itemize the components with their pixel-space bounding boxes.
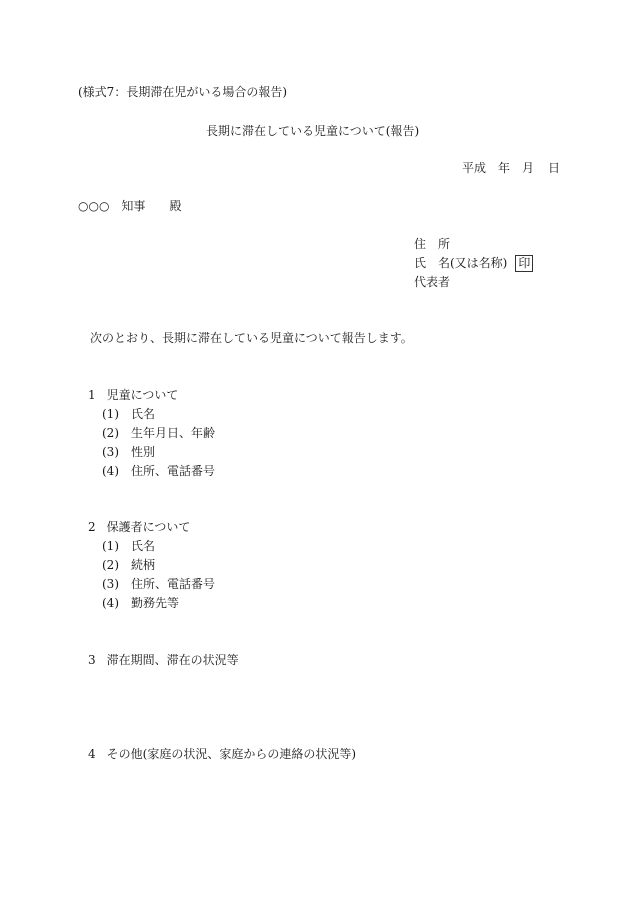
- list-item: [102, 595, 179, 611]
- list-item: [102, 406, 155, 422]
- date-day: 日: [548, 161, 561, 175]
- item-text: 続柄: [131, 558, 156, 572]
- item-text: 勤務先等: [131, 596, 180, 610]
- section-title: 保護者について: [106, 520, 191, 534]
- item-text: 氏名: [131, 407, 156, 421]
- date-year: 年: [498, 161, 511, 175]
- item-number: (1): [102, 539, 119, 553]
- item-text: 氏名: [131, 539, 156, 553]
- section-number: 1: [88, 388, 96, 402]
- item-text: 住所、電話番号: [131, 464, 216, 478]
- date-month: 月: [522, 161, 535, 175]
- section-number: 2: [88, 520, 96, 534]
- date-era: 平成: [462, 161, 487, 175]
- item-number: (1): [102, 407, 119, 421]
- list-item: [102, 576, 215, 592]
- item-text: 生年月日、年齢: [131, 426, 216, 440]
- addressee-role: 知事: [121, 199, 146, 213]
- list-item: [102, 444, 155, 460]
- addressee-line: [78, 198, 181, 214]
- date-line: [462, 160, 560, 176]
- item-number: (2): [102, 426, 119, 440]
- section-number: 3: [88, 653, 96, 667]
- sender-name-line: [414, 255, 533, 272]
- form-label: (様式7：長期滞在児がいる場合の報告): [78, 85, 287, 99]
- sender-address-label: 住 所: [414, 237, 451, 251]
- seal-stamp: 印: [515, 255, 533, 272]
- item-number: (4): [102, 464, 119, 478]
- item-number: (3): [102, 445, 119, 459]
- section-4-heading: [88, 746, 356, 762]
- addressee-honorific: 殿: [169, 199, 182, 213]
- item-text: 住所、電話番号: [131, 577, 216, 591]
- sender-representative-label: 代表者: [414, 275, 451, 289]
- section-number: 4: [88, 747, 96, 761]
- list-item: [102, 557, 155, 573]
- intro-text: 次のとおり、長期に滞在している児童について報告します。: [90, 331, 413, 345]
- item-text: 性別: [131, 445, 156, 459]
- item-number: (2): [102, 558, 119, 572]
- addressee-name: ○○○: [78, 199, 110, 213]
- section-3-heading: [88, 652, 239, 668]
- section-title: 児童について: [106, 388, 179, 402]
- item-number: (3): [102, 577, 119, 591]
- list-item: [102, 425, 215, 441]
- item-number: (4): [102, 596, 119, 610]
- section-title: その他(家庭の状況、家庭からの連絡の状況等): [106, 747, 357, 761]
- document-title: 長期に滞在している児童について(報告): [206, 124, 420, 138]
- list-item: [102, 463, 215, 479]
- section-1-heading: [88, 387, 178, 403]
- section-title: 滞在期間、滞在の状況等: [106, 653, 239, 667]
- section-2-heading: [88, 519, 190, 535]
- sender-name-label: 氏 名(又は名称): [414, 256, 508, 270]
- list-item: [102, 538, 155, 554]
